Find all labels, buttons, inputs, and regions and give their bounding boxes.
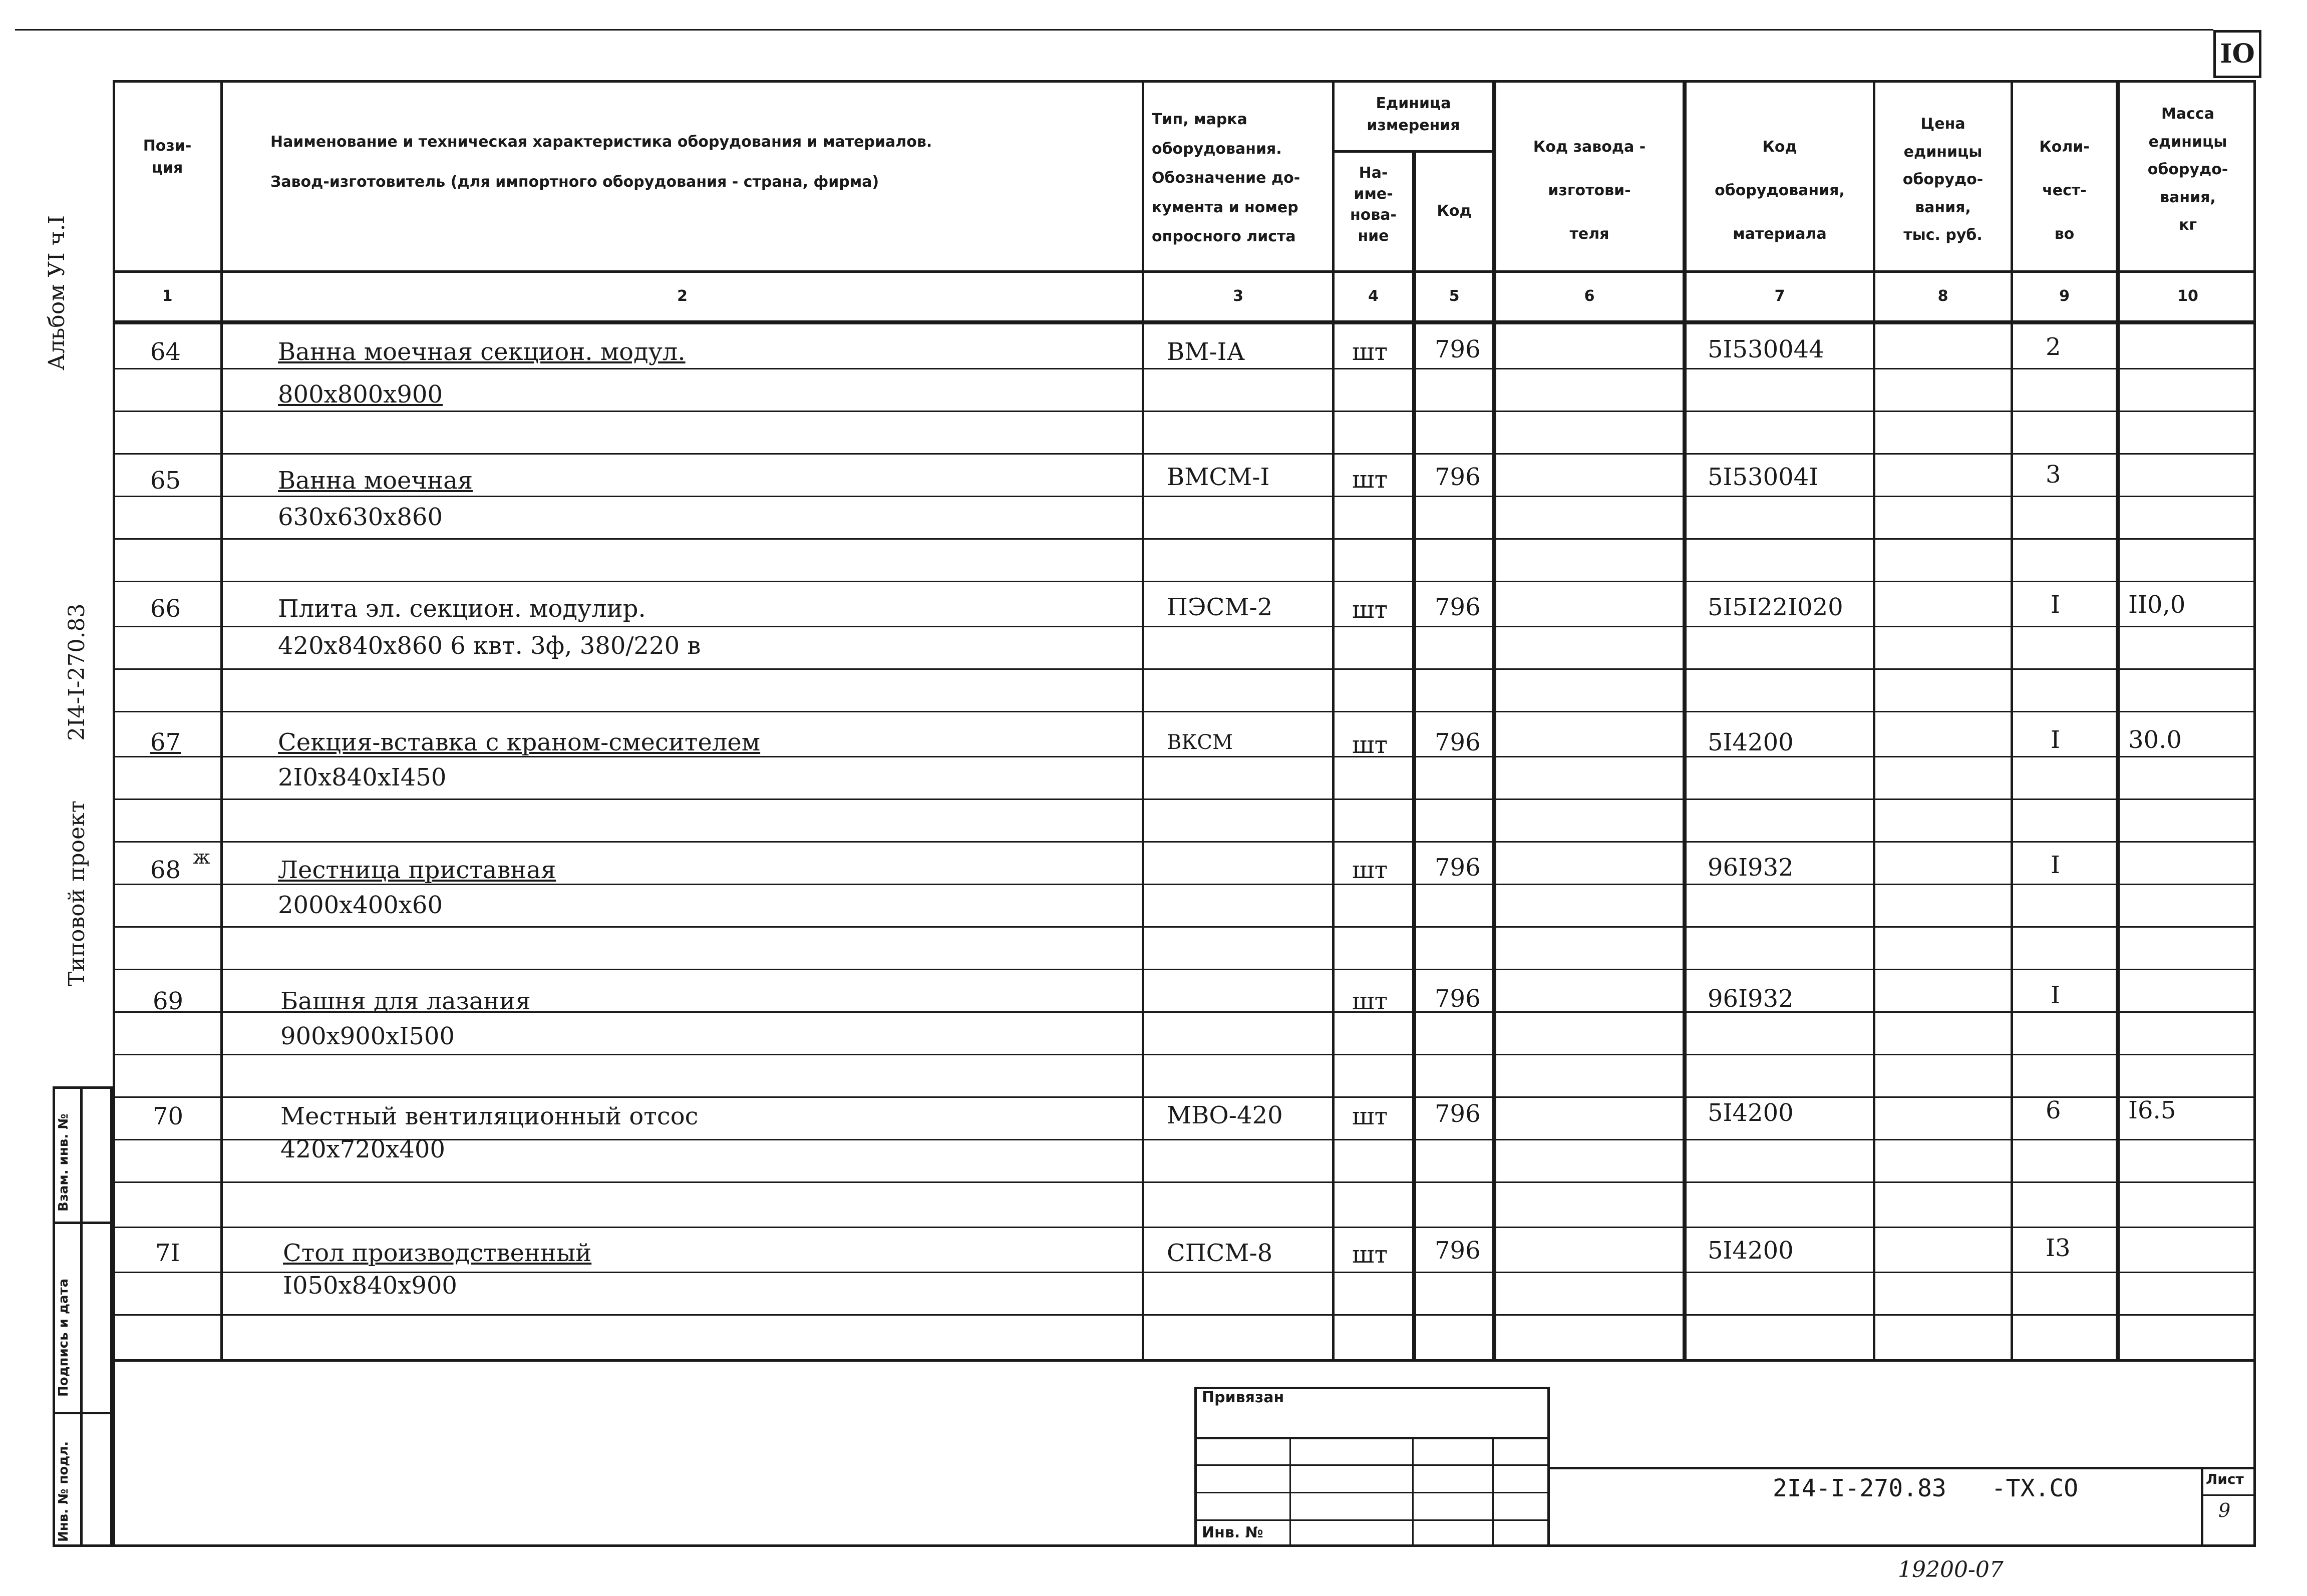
table-row-code: 796 (1435, 1237, 1481, 1265)
col-number-6: 6 (1584, 287, 1595, 305)
table-row-type: МВО-420 (1167, 1101, 1283, 1129)
table-row-equipment-code: 96I932 (1708, 985, 1794, 1013)
table-row-equipment-code: 5I4200 (1708, 1099, 1794, 1127)
table-row-unit: шт (1352, 1102, 1388, 1130)
table-row-unit: шт (1352, 596, 1388, 624)
table-row-name: Стол производственный (283, 1239, 592, 1267)
table-row-qty: 2 (2046, 333, 2061, 361)
table-row-dims: 900х900хI500 (280, 1022, 455, 1050)
table-row-name: Секция-вставка с краном-смесителем (278, 728, 761, 756)
table-row-name: Местный вентиляционный отсос (280, 1102, 699, 1130)
header-type: Тип, марка оборудования. Обозначение до- кумента и номер опросного листа (1152, 111, 1300, 245)
table-row-mark: ж (193, 846, 210, 868)
table-row-mass: II0,0 (2128, 591, 2186, 619)
header-name: Наименование и техническая характеристика оборудования и материалов. Завод-изготовитель (для импортного оборудования - страна, фирма) (270, 133, 932, 191)
table-row-code: 796 (1435, 985, 1481, 1013)
header-price: Цена единицы оборудо- вания, тыс. руб. (1902, 115, 1984, 244)
table-row-code: 796 (1435, 854, 1481, 882)
col-number-1: 1 (162, 287, 173, 305)
col-number-2: 2 (677, 287, 688, 305)
table-row-name: Башня для лазания (280, 987, 531, 1015)
table-row-equipment-code: 5I5I22I020 (1708, 593, 1843, 621)
header-position: Пози- ция (143, 137, 192, 177)
col-number-4: 4 (1368, 287, 1379, 305)
table-row-pos: 67 (150, 728, 181, 756)
table-row-pos: 69 (153, 987, 184, 1015)
stamp-label-signature: Подпись и дата (56, 1278, 71, 1397)
col-number-3: 3 (1233, 287, 1243, 305)
col-number-8: 8 (1937, 287, 1948, 305)
table-row-dims: 2I0х840хI450 (278, 763, 447, 791)
table-row-name: Ванна моечная секцион. модул. (278, 338, 686, 366)
table-row-pos: 7I (155, 1239, 180, 1267)
table-row-code: 796 (1435, 593, 1481, 621)
table-row-dims: I050х840х900 (283, 1272, 457, 1300)
table-row-code: 796 (1435, 728, 1481, 756)
table-row-name: Ванна моечная (278, 467, 473, 495)
table-row-unit: шт (1352, 338, 1388, 366)
side-label-album: Альбом УI ч.I (44, 215, 70, 370)
col-number-5: 5 (1449, 287, 1460, 305)
table-row-equipment-code: 5I53004I (1708, 463, 1819, 491)
table-row-pos: 65 (150, 467, 181, 495)
col-number-9: 9 (2059, 287, 2070, 305)
inventory-number-label: Инв. № (1202, 1524, 1263, 1541)
table-row-qty: 6 (2046, 1096, 2061, 1124)
header-unit-code: Код (1437, 202, 1472, 220)
header-plant-code: Код завода - изготови- теля (1533, 138, 1646, 243)
header-unit-name: На- име- нова- ние (1350, 164, 1397, 245)
table-row-equipment-code: 5I530044 (1708, 335, 1824, 363)
sheet-value: 9 (2218, 1499, 2231, 1521)
table-row-qty: 3 (2046, 461, 2061, 489)
table-row-pos: 70 (153, 1102, 184, 1130)
table-row-pos: 66 (150, 595, 181, 623)
table-row-unit: шт (1352, 731, 1388, 759)
table-row-pos: 64 (150, 338, 181, 366)
table-row-qty: I (2051, 981, 2060, 1009)
document-code: 2I4-I-270.83 -ТХ.СО (1773, 1474, 2079, 1502)
table-row-equipment-code: 5I4200 (1708, 1237, 1794, 1265)
header-unit-group: Единица измерения (1367, 95, 1460, 134)
table-row-unit: шт (1352, 1241, 1388, 1269)
binding-stamp-label: Привязан (1202, 1389, 1284, 1406)
table-row-qty: I (2051, 726, 2060, 754)
sheet-number: IO (2220, 39, 2255, 69)
col-number-10: 10 (2177, 287, 2198, 305)
table-row-unit: шт (1352, 466, 1388, 494)
table-row-name: Плита эл. секцион. модулир. (278, 595, 646, 623)
stamp-label-inventory: Инв. № подл. (56, 1441, 71, 1542)
table-row-mass: I6.5 (2128, 1096, 2176, 1124)
table-row-dims: 630х630х860 (278, 503, 443, 531)
table-row-name: Лестница приставная (278, 856, 556, 884)
handwritten-archive-number: 19200-07 (1898, 1557, 2004, 1582)
table-row-unit: шт (1352, 856, 1388, 884)
table-row-code: 796 (1435, 335, 1481, 363)
header-quantity: Коли- чест- во (2039, 138, 2090, 243)
table-row-qty: I (2051, 591, 2060, 619)
table-row-type: СПСМ-8 (1167, 1239, 1273, 1267)
stamp-label-replacement: Взам. инв. № (56, 1113, 71, 1212)
table-row-equipment-code: 5I4200 (1708, 728, 1794, 756)
table-row-pos: 68 (150, 856, 181, 884)
table-row-dims: 2000х400х60 (278, 891, 443, 919)
table-row-code: 796 (1435, 463, 1481, 491)
header-mass: Масса единицы оборудо- вания, кг (2147, 105, 2228, 234)
table-row-type: ВКСМ (1167, 731, 1233, 754)
table-row-mass: 30.0 (2128, 726, 2182, 754)
table-row-equipment-code: 96I932 (1708, 854, 1794, 882)
col-number-7: 7 (1774, 287, 1785, 305)
table-row-code: 796 (1435, 1100, 1481, 1128)
table-row-dims: 800х800х900 (278, 380, 443, 409)
table-row-type: ВМСМ-I (1167, 463, 1270, 491)
table-row-qty: I (2051, 851, 2060, 879)
table-row-dims: 420х840х860 6 квт. 3ф, 380/220 в (278, 632, 701, 660)
header-equipment-code: Код оборудования, материала (1715, 138, 1845, 243)
table-row-unit: шт (1352, 987, 1388, 1015)
table-row-type: ПЭСМ-2 (1167, 593, 1273, 621)
table-row-qty: I3 (2046, 1234, 2071, 1262)
side-label-project-code: 2I4-I-270.83 (64, 603, 90, 741)
sheet-number-box (2213, 30, 2261, 78)
table-row-type: ВМ-IА (1167, 338, 1245, 366)
table-row-dims: 420х720х400 (280, 1135, 445, 1163)
sheet-label: Лист (2206, 1471, 2244, 1487)
side-label-project-type: Типовой проект (64, 801, 90, 986)
